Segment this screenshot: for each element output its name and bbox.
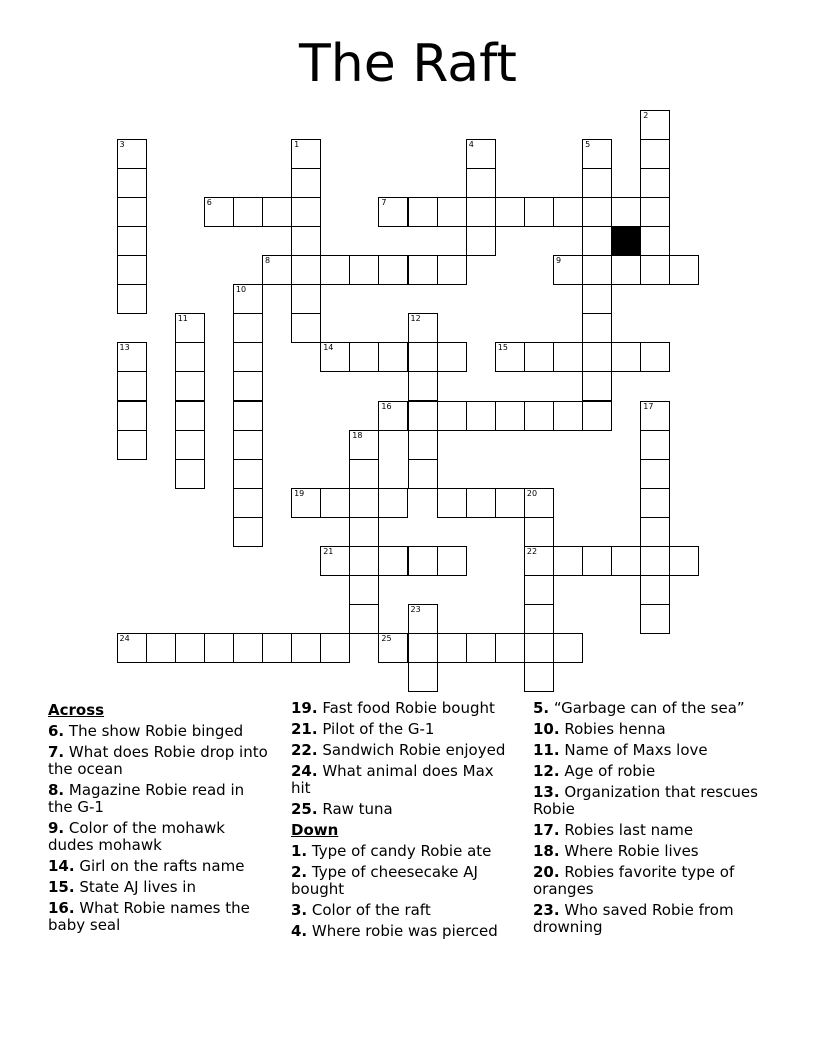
clue-text: Age of robie <box>559 762 656 780</box>
grid-cell[interactable] <box>320 488 350 518</box>
clue-text: Robies last name <box>559 821 694 839</box>
grid-cell[interactable] <box>408 459 438 489</box>
grid-cell[interactable] <box>553 633 583 663</box>
grid-cell[interactable] <box>378 197 408 227</box>
clue-text: Type of candy Robie ate <box>307 842 492 860</box>
clue-text: Magazine Robie read in the G-1 <box>48 781 245 816</box>
clue-number-label: 16. <box>48 899 75 917</box>
clue-number: 16 <box>381 401 392 411</box>
grid-cell[interactable] <box>233 342 263 372</box>
clue-number-label: 3. <box>291 901 308 919</box>
grid-cell[interactable] <box>582 197 612 227</box>
clue-item <box>48 744 273 778</box>
grid-cell[interactable] <box>553 255 583 285</box>
grid-cell[interactable] <box>320 255 350 285</box>
grid-cell[interactable] <box>582 168 612 198</box>
grid-cell[interactable] <box>524 517 554 547</box>
grid-cell[interactable] <box>640 488 670 518</box>
clue-item <box>48 820 273 854</box>
grid-cell[interactable] <box>408 604 438 634</box>
clue-item <box>291 763 516 797</box>
across-clue-list <box>48 723 273 934</box>
grid-cell[interactable] <box>320 546 350 576</box>
grid-cell[interactable] <box>117 633 147 663</box>
clue-number-label: 5. <box>533 699 550 717</box>
grid-cell[interactable] <box>669 255 699 285</box>
clue-number-label: 7. <box>48 743 65 761</box>
grid-cell[interactable] <box>378 255 408 285</box>
clue-number: 18 <box>352 430 363 440</box>
grid-cell[interactable] <box>466 401 496 431</box>
clue-text: Where robie was pierced <box>307 922 498 940</box>
grid-cell[interactable] <box>291 168 321 198</box>
grid-cell[interactable] <box>233 401 263 431</box>
clue-number: 17 <box>643 401 654 411</box>
clue-item <box>48 858 273 875</box>
grid-cell[interactable] <box>437 633 467 663</box>
clue-text: Fast food Robie bought <box>317 699 495 717</box>
grid-cell[interactable] <box>408 662 438 692</box>
clue-item <box>48 879 273 896</box>
clue-number: 4 <box>468 139 474 149</box>
grid-cell[interactable] <box>408 633 438 663</box>
clue-item <box>48 723 273 740</box>
grid-cell[interactable] <box>582 139 612 169</box>
grid-cell[interactable] <box>117 371 147 401</box>
clue-number: 23 <box>410 605 421 615</box>
clue-number-label: 9. <box>48 819 65 837</box>
grid-cell[interactable] <box>524 488 554 518</box>
clue-number: 13 <box>119 343 130 353</box>
clue-number-label: 15. <box>48 878 75 896</box>
grid-cell[interactable] <box>553 401 583 431</box>
clue-number-label: 4. <box>291 922 308 940</box>
grid-cell[interactable] <box>233 284 263 314</box>
grid-cell[interactable] <box>117 342 147 372</box>
clue-text: What animal does Max hit <box>291 762 494 797</box>
clue-item <box>533 700 758 717</box>
grid-cell[interactable] <box>349 459 379 489</box>
grid-cell[interactable] <box>175 342 205 372</box>
grid-cell[interactable] <box>640 139 670 169</box>
grid-cell[interactable] <box>495 488 525 518</box>
grid-cell[interactable] <box>233 488 263 518</box>
clue-number-label: 20. <box>533 863 560 881</box>
grid-cell[interactable] <box>524 342 554 372</box>
clue-column-1 <box>48 700 273 938</box>
clue-text: Name of Maxs love <box>559 741 708 759</box>
grid-cell[interactable] <box>582 284 612 314</box>
grid-cell[interactable] <box>524 633 554 663</box>
clue-item <box>48 900 273 934</box>
grid-cell[interactable] <box>233 430 263 460</box>
clue-number-label: 6. <box>48 722 65 740</box>
grid-cell[interactable] <box>349 546 379 576</box>
grid-cell[interactable] <box>582 255 612 285</box>
down-clue-list-continued <box>533 700 758 936</box>
grid-cell[interactable] <box>349 430 379 460</box>
grid-cell[interactable] <box>117 168 147 198</box>
clue-text: “Garbage can of the sea” <box>549 699 745 717</box>
clue-number: 20 <box>526 488 538 498</box>
grid-cell[interactable] <box>320 633 350 663</box>
clue-number: 21 <box>323 547 334 556</box>
clue-number: 11 <box>177 314 188 324</box>
clue-number: 10 <box>235 285 247 295</box>
clue-text: Pilot of the G-1 <box>317 720 435 738</box>
grid-cell[interactable] <box>640 197 670 227</box>
clue-text: Robies henna <box>559 720 666 738</box>
grid-cell[interactable] <box>437 255 467 285</box>
grid-cell[interactable] <box>262 633 292 663</box>
clue-number: 8 <box>265 256 271 265</box>
grid-cell[interactable] <box>233 459 263 489</box>
grid-cell[interactable] <box>408 342 438 372</box>
clue-text: Color of the mohawk dudes mohawk <box>48 819 225 854</box>
clue-number-label: 25. <box>291 800 318 818</box>
grid-cell[interactable] <box>233 371 263 401</box>
clue-number-label: 23. <box>533 901 560 919</box>
grid-cell[interactable] <box>524 546 554 576</box>
grid-cell[interactable] <box>611 546 641 576</box>
grid-cell[interactable] <box>495 633 525 663</box>
clue-number-label: 12. <box>533 762 560 780</box>
grid-cell[interactable] <box>437 342 467 372</box>
clue-number-label: 24. <box>291 762 318 780</box>
grid-cell[interactable] <box>466 139 496 169</box>
clue-number-label: 22. <box>291 741 318 759</box>
grid-cell[interactable] <box>349 255 379 285</box>
clue-number: 22 <box>526 547 538 556</box>
grid-cell[interactable] <box>408 313 438 343</box>
grid-cell[interactable] <box>291 255 321 285</box>
clue-text: Raw tuna <box>317 800 393 818</box>
grid-cell[interactable] <box>640 226 670 256</box>
grid-cell[interactable] <box>524 604 554 634</box>
grid-cell[interactable] <box>117 139 147 169</box>
grid-cell[interactable] <box>408 371 438 401</box>
clue-column-2 <box>291 700 516 944</box>
clue-text: State AJ lives in <box>74 878 196 896</box>
grid-cell[interactable] <box>669 546 699 576</box>
grid-cell[interactable] <box>466 197 496 227</box>
clue-text: Where Robie lives <box>559 842 699 860</box>
clue-item <box>291 801 516 818</box>
across-heading: Across <box>48 701 105 719</box>
grid-cell[interactable] <box>175 371 205 401</box>
grid-cell[interactable] <box>291 633 321 663</box>
grid-cell[interactable] <box>437 401 467 431</box>
clue-number: 5 <box>585 139 591 149</box>
clue-number-label: 2. <box>291 863 308 881</box>
grid-cell[interactable] <box>378 488 408 518</box>
clue-text: What does Robie drop into the ocean <box>48 743 268 778</box>
clue-item <box>48 782 273 816</box>
grid-cell[interactable] <box>640 575 670 605</box>
clue-number-label: 13. <box>533 783 560 801</box>
grid-cell[interactable] <box>437 488 467 518</box>
clue-number-label: 10. <box>533 720 560 738</box>
clue-number: 1 <box>294 139 300 149</box>
grid-cell[interactable] <box>495 401 525 431</box>
grid-cell[interactable] <box>349 604 379 634</box>
clue-number-label: 18. <box>533 842 560 860</box>
clue-text: The show Robie binged <box>64 722 244 740</box>
clue-item <box>533 843 758 860</box>
clue-item <box>533 742 758 759</box>
grid-cell[interactable] <box>495 197 525 227</box>
clue-item <box>291 742 516 759</box>
grid-cell[interactable] <box>349 517 379 547</box>
clue-number-label: 17. <box>533 821 560 839</box>
grid-cell[interactable] <box>291 488 321 518</box>
grid-cell[interactable] <box>640 255 670 285</box>
grid-cell[interactable] <box>495 342 525 372</box>
clue-number: 3 <box>119 139 125 149</box>
grid-cell[interactable] <box>582 313 612 343</box>
grid-cell[interactable] <box>437 546 467 576</box>
grid-cell[interactable] <box>553 546 583 576</box>
clue-number: 14 <box>323 343 334 353</box>
grid-cell[interactable] <box>233 633 263 663</box>
grid-cell[interactable] <box>233 313 263 343</box>
clue-number: 15 <box>497 343 508 353</box>
clue-number-label: 1. <box>291 842 308 860</box>
grid-cell[interactable] <box>466 488 496 518</box>
clue-number-label: 11. <box>533 741 560 759</box>
grid-cell[interactable] <box>349 342 379 372</box>
grid-cell[interactable] <box>408 197 438 227</box>
grid-cell[interactable] <box>640 110 670 140</box>
clue-text: Robies favorite type of oranges <box>533 863 735 898</box>
grid-cell[interactable] <box>408 430 438 460</box>
grid-cell[interactable] <box>262 255 292 285</box>
grid-cell[interactable] <box>117 284 147 314</box>
grid-cell[interactable] <box>349 575 379 605</box>
clue-text: What Robie names the baby seal <box>48 899 250 934</box>
grid-cell[interactable] <box>582 371 612 401</box>
clue-text: Girl on the rafts name <box>74 857 245 875</box>
grid-cell[interactable] <box>524 575 554 605</box>
grid-cell[interactable] <box>640 168 670 198</box>
clue-item <box>533 822 758 839</box>
grid-cell[interactable] <box>582 342 612 372</box>
grid-cell[interactable] <box>582 546 612 576</box>
grid-cell[interactable] <box>524 662 554 692</box>
clue-number: 6 <box>206 197 212 207</box>
clue-number: 19 <box>294 488 305 498</box>
clue-number: 9 <box>556 256 562 265</box>
clue-item <box>291 843 516 860</box>
clue-text: Color of the raft <box>307 901 431 919</box>
clue-item <box>533 784 758 818</box>
grid-cell[interactable] <box>524 401 554 431</box>
grid-cell[interactable] <box>117 197 147 227</box>
clue-number: 25 <box>381 634 392 644</box>
grid-cell[interactable] <box>117 226 147 256</box>
grid-cell[interactable] <box>408 546 438 576</box>
grid-cell[interactable] <box>640 517 670 547</box>
grid-cell[interactable] <box>553 197 583 227</box>
grid-cell[interactable] <box>466 168 496 198</box>
clue-number: 7 <box>381 197 387 207</box>
grid-cell[interactable] <box>611 197 641 227</box>
grid-cell[interactable] <box>262 197 292 227</box>
clue-item <box>533 763 758 780</box>
grid-cell[interactable] <box>204 197 234 227</box>
grid-cell[interactable] <box>640 342 670 372</box>
grid-cell[interactable] <box>640 546 670 576</box>
grid-cell[interactable] <box>640 430 670 460</box>
grid-cell[interactable] <box>320 342 350 372</box>
grid-cell[interactable] <box>640 459 670 489</box>
clue-number-label: 14. <box>48 857 75 875</box>
clue-text: Organization that rescues Robie <box>533 783 758 818</box>
grid-cell[interactable] <box>378 342 408 372</box>
grid-cell[interactable] <box>204 633 234 663</box>
grid-cell[interactable] <box>437 197 467 227</box>
clue-item <box>533 721 758 738</box>
clue-item <box>533 902 758 936</box>
grid-cell[interactable] <box>175 459 205 489</box>
grid-cell[interactable] <box>117 401 147 431</box>
clue-number-label: 19. <box>291 699 318 717</box>
grid-cell[interactable] <box>291 313 321 343</box>
clue-number: 12 <box>410 314 421 324</box>
grid-cell[interactable] <box>640 401 670 431</box>
grid-cell[interactable] <box>291 226 321 256</box>
grid-cell[interactable] <box>611 342 641 372</box>
clue-item <box>533 864 758 898</box>
grid-cell[interactable] <box>408 401 438 431</box>
grid-cell[interactable] <box>378 401 408 431</box>
down-heading: Down <box>291 821 339 839</box>
clue-item <box>291 923 516 940</box>
grid-cell[interactable] <box>175 401 205 431</box>
grid-block <box>611 226 641 256</box>
page-title: The Raft <box>299 34 517 94</box>
grid-cell[interactable] <box>117 430 147 460</box>
grid-cell[interactable] <box>349 488 379 518</box>
clue-text: Sandwich Robie enjoyed <box>317 741 506 759</box>
down-clue-list <box>291 843 516 940</box>
clue-number: 24 <box>119 634 130 644</box>
clue-number: 2 <box>643 110 649 120</box>
grid-cell[interactable] <box>553 342 583 372</box>
clue-column-3 <box>533 700 758 940</box>
across-clue-list-continued <box>291 700 516 818</box>
grid-cell[interactable] <box>408 255 438 285</box>
grid-cell[interactable] <box>611 255 641 285</box>
grid-cell[interactable] <box>146 633 176 663</box>
grid-cell[interactable] <box>524 197 554 227</box>
clue-item <box>291 700 516 717</box>
grid-cell[interactable] <box>378 546 408 576</box>
grid-cell[interactable] <box>378 633 408 663</box>
grid-cell[interactable] <box>233 197 263 227</box>
grid-cell[interactable] <box>233 517 263 547</box>
grid-cell[interactable] <box>466 633 496 663</box>
grid-cell[interactable] <box>291 139 321 169</box>
grid-cell[interactable] <box>582 401 612 431</box>
grid-cell[interactable] <box>582 226 612 256</box>
clue-text: Type of cheesecake AJ bought <box>291 863 478 898</box>
grid-cell[interactable] <box>175 430 205 460</box>
clue-item <box>291 902 516 919</box>
grid-cell[interactable] <box>291 197 321 227</box>
grid-cell[interactable] <box>466 226 496 256</box>
clue-text: Who saved Robie from drowning <box>533 901 734 936</box>
grid-cell[interactable] <box>175 633 205 663</box>
clue-item <box>291 721 516 738</box>
clue-number-label: 21. <box>291 720 318 738</box>
clue-number-label: 8. <box>48 781 65 799</box>
grid-cell[interactable] <box>640 604 670 634</box>
grid-cell[interactable] <box>175 313 205 343</box>
grid-cell[interactable] <box>117 255 147 285</box>
grid-cell[interactable] <box>291 284 321 314</box>
clue-item <box>291 864 516 898</box>
